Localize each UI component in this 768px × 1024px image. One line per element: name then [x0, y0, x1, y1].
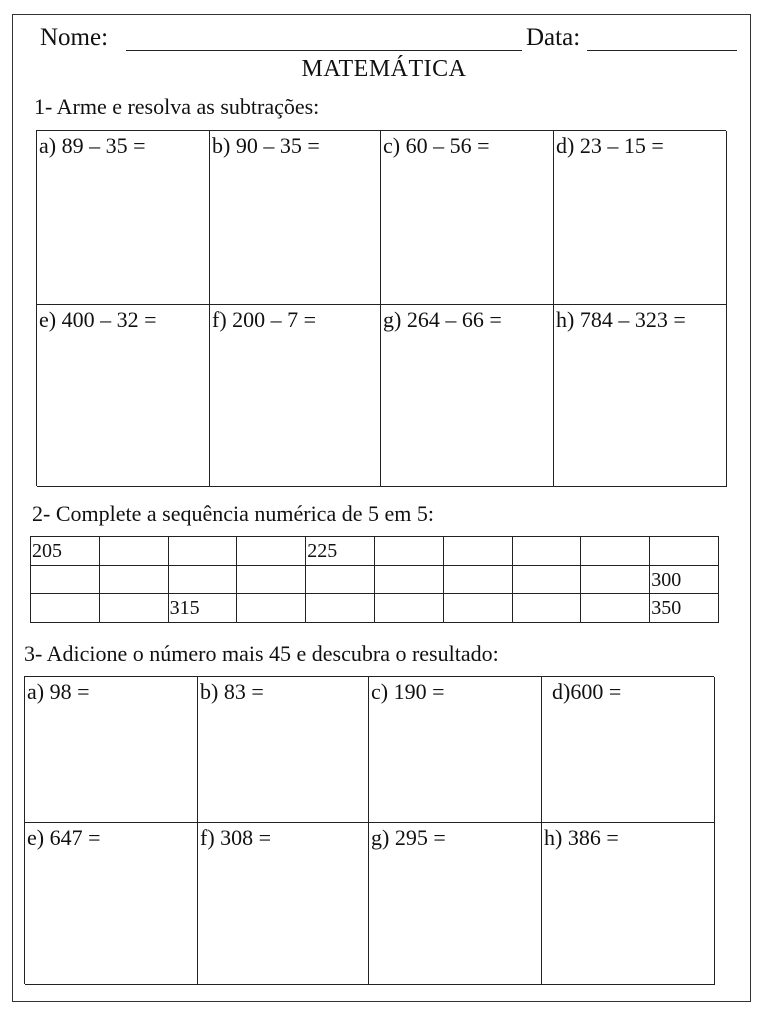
addition-box-e[interactable]: e) 647 = [25, 823, 198, 985]
sequence-cell[interactable] [237, 594, 306, 623]
section1-title: 1- Arme e resolva as subtrações: [34, 94, 320, 119]
addition-box-a[interactable]: a) 98 = [25, 677, 198, 823]
subtraction-box-g[interactable]: g) 264 – 66 = [381, 305, 554, 487]
sequence-cell[interactable] [444, 537, 513, 566]
sequence-cell[interactable] [513, 537, 582, 566]
subtraction-box-c[interactable]: c) 60 – 56 = [381, 131, 554, 305]
sequence-cell[interactable]: 315 [169, 594, 238, 623]
subtraction-box-f[interactable]: f) 200 – 7 = [210, 305, 381, 487]
sequence-cell[interactable] [581, 566, 650, 595]
sequence-cell[interactable]: 350 [650, 594, 719, 623]
subtraction-box-a[interactable]: a) 89 – 35 = [37, 131, 210, 305]
sequence-cell[interactable]: 205 [31, 537, 100, 566]
sequence-cell[interactable] [444, 566, 513, 595]
sequence-cell[interactable] [169, 566, 238, 595]
addition-box-d[interactable]: d)600 = [542, 677, 715, 823]
addition-box-b[interactable]: b) 83 = [198, 677, 369, 823]
sequence-cell[interactable] [650, 537, 719, 566]
sequence-cell[interactable] [169, 537, 238, 566]
sequence-cell[interactable] [581, 537, 650, 566]
name-label: Nome: [40, 24, 109, 51]
sequence-cell[interactable] [237, 537, 306, 566]
sequence-cell[interactable] [31, 566, 100, 595]
subtraction-box-h[interactable]: h) 784 – 323 = [554, 305, 727, 487]
sequence-cell[interactable] [513, 566, 582, 595]
worksheet-header [40, 24, 700, 58]
addition-box-h[interactable]: h) 386 = [542, 823, 715, 985]
date-label: Data: [526, 24, 581, 51]
addition-box-c[interactable]: c) 190 = [369, 677, 542, 823]
page-title: MATEMÁTICA [301, 56, 467, 82]
sequence-cell[interactable] [375, 566, 444, 595]
addition-box-g[interactable]: g) 295 = [369, 823, 542, 985]
subtraction-box-e[interactable]: e) 400 – 32 = [37, 305, 210, 487]
sequence-cell[interactable] [100, 566, 169, 595]
sequence-cell[interactable] [306, 566, 375, 595]
sequence-cell[interactable]: 300 [650, 566, 719, 595]
section2-title: 2- Complete a sequência numérica de 5 em 5: [32, 501, 434, 526]
sequence-table [30, 536, 719, 623]
sequence-cell[interactable] [31, 594, 100, 623]
sequence-cell[interactable] [237, 566, 306, 595]
sequence-cell[interactable] [375, 594, 444, 623]
subtraction-grid [36, 130, 726, 486]
sequence-cell[interactable] [100, 537, 169, 566]
section3-title: 3- Adicione o número mais 45 e descubra o resultado: [24, 641, 499, 666]
sequence-cell[interactable]: 225 [306, 537, 375, 566]
sequence-cell[interactable] [375, 537, 444, 566]
sequence-cell[interactable] [513, 594, 582, 623]
sequence-cell[interactable] [100, 594, 169, 623]
addition-box-f[interactable]: f) 308 = [198, 823, 369, 985]
sequence-cell[interactable] [444, 594, 513, 623]
addition-grid [24, 676, 714, 984]
subtraction-box-d[interactable]: d) 23 – 15 = [554, 131, 727, 305]
subtraction-box-b[interactable]: b) 90 – 35 = [210, 131, 381, 305]
date-answer-line[interactable] [587, 50, 737, 51]
name-answer-line[interactable] [126, 50, 522, 51]
sequence-cell[interactable] [581, 594, 650, 623]
sequence-cell[interactable] [306, 594, 375, 623]
